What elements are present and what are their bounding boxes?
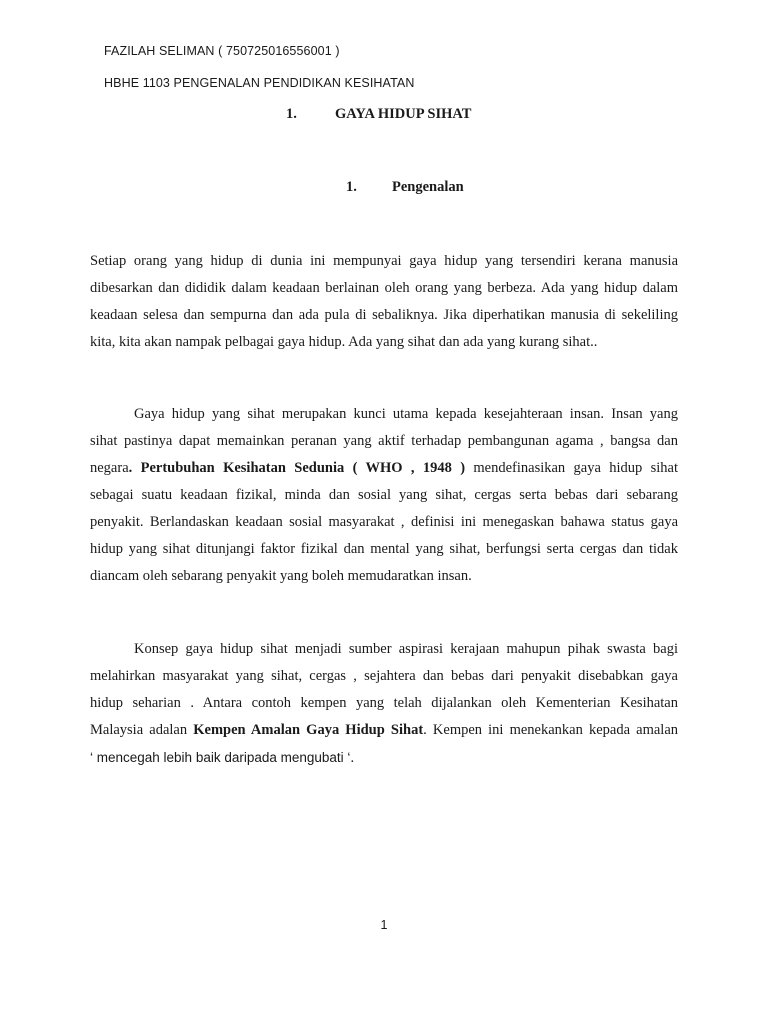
section-heading: Pengenalan (392, 179, 464, 195)
author-line: FAZILAH SELIMAN ( 750725016556001 ) (104, 44, 340, 58)
paragraph-line: Setiap orang yang hidup di dunia ini mempunyai gaya hidup yang tersendiri kerana manusia (90, 253, 678, 269)
paragraph-line: diancam oleh sebarang penyakit yang boleh memudaratkan insan. (90, 568, 472, 584)
paragraph-line: hidup seharian . Antara contoh kempen yang telah dijalankan oleh Kementerian Kesihatan (90, 695, 678, 711)
paragraph-line (90, 455, 678, 482)
paragraph-who-definition (90, 401, 678, 590)
paragraph-line: hidup yang sihat ditunjangi faktor fizikal dan mental yang sihat, berfungsi serta cergas dan tidak (90, 541, 678, 557)
line-text: Malaysia adalan (90, 722, 194, 738)
course-line: HBHE 1103 PENGENALAN PENDIDIKAN KESIHATAN (104, 76, 415, 90)
paragraph-line: keadaan selesa dan sempurna dan ada pula di sebaliknya. Jika diperhatikan manusia di sekeliling (90, 307, 678, 323)
line-text: negara (90, 460, 129, 476)
paragraph-campaign (90, 636, 678, 772)
paragraph-line: Gaya hidup yang sihat merupakan kunci utama kepada kesejahteraan insan. Insan yang (134, 406, 678, 422)
title-number: 1. (286, 106, 297, 122)
paragraph-intro (90, 248, 678, 356)
line-text: mendefinasikan gaya hidup sihat (465, 460, 678, 476)
campaign-name: Kempen Amalan Gaya Hidup Sihat (193, 722, 424, 738)
section-number: 1. (346, 179, 357, 195)
campaign-slogan: ‘ mencegah lebih baik daripada mengubati ‘ (90, 750, 351, 765)
paragraph-line: dibesarkan dan dididik dalam keadaan berlainan oleh orang yang berbeza. Ada yang hidup dalam (90, 280, 678, 296)
paragraph-line: kita, kita akan nampak pelbagai gaya hidup. Ada yang sihat dan ada yang kurang sihat.. (90, 334, 598, 350)
page-title: GAYA HIDUP SIHAT (335, 106, 472, 122)
line-text: . (350, 750, 355, 766)
page-number: 1 (380, 918, 388, 932)
paragraph-line: penyakit. Berlandaskan keadaan sosial masyarakat , definisi ini menegaskan bahawa status gaya (90, 514, 678, 530)
paragraph-line: melahirkan masyarakat yang sihat, cergas , sejahtera dan bebas dari penyakit disebabkan gaya (90, 668, 678, 684)
paragraph-line (90, 744, 678, 772)
paragraph-line: Konsep gaya hidup sihat menjadi sumber aspirasi kerajaan mahupun pihak swasta bagi (134, 641, 678, 657)
paragraph-line (90, 717, 678, 744)
paragraph-line: sebagai suatu keadaan fizikal, minda dan sosial yang sihat, cergas serta bebas dari sebarang (90, 487, 678, 503)
paragraph-line: sihat pastinya dapat memainkan peranan yang aktif terhadap pembangunan agama , bangsa dan (90, 433, 678, 449)
who-reference: . Pertubuhan Kesihatan Sedunia ( WHO , 1948 ) (128, 460, 466, 476)
line-text: . Kempen ini menekankan kepada amalan (423, 722, 679, 738)
